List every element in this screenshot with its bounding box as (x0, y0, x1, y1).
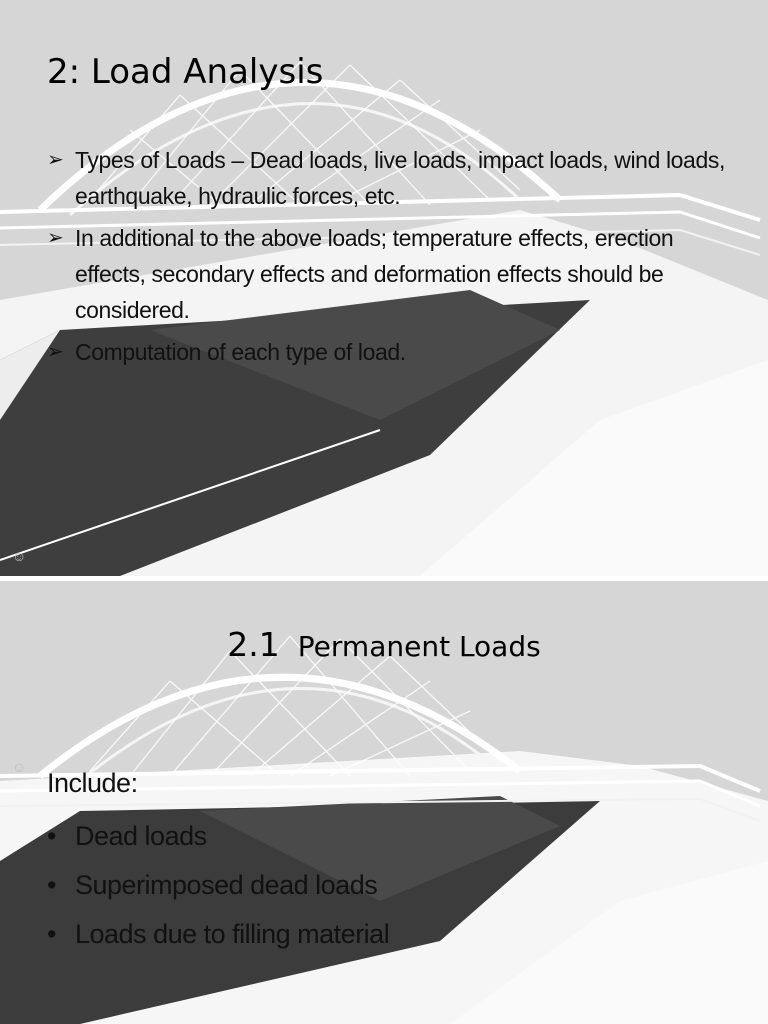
bullet-text: Dead loads (75, 821, 207, 851)
bullet-text: Computation of each type of load. (75, 339, 406, 365)
bullet-list (47, 812, 389, 959)
section-number: 2.1 (227, 625, 280, 664)
list-item (47, 142, 737, 214)
bullet-text: Loads due to filling material (75, 919, 390, 949)
bullet-dot-icon: • (47, 870, 56, 900)
bullet-text: In additional to the above loads; temperature effects, erection effects, secondary effects and deformation effects should be considered. (75, 225, 674, 323)
slide-title (0, 625, 768, 664)
list-item (47, 861, 389, 910)
bullet-list (47, 142, 737, 376)
bullet-dot-icon: • (47, 821, 56, 851)
intro-text: Include: (47, 768, 138, 798)
section-title: Permanent Loads (297, 630, 541, 663)
arrow-bullet-icon: ➢ (47, 227, 64, 249)
person-icon: ☺ (12, 548, 27, 564)
list-item (47, 220, 737, 328)
list-item (47, 812, 389, 861)
bullet-dot-icon: • (47, 919, 56, 949)
person-icon: ☺ (12, 759, 27, 775)
list-item (47, 910, 389, 959)
list-item (47, 334, 737, 370)
bullet-text: Superimposed dead loads (75, 870, 378, 900)
arrow-bullet-icon: ➢ (47, 341, 64, 363)
bullet-text: Types of Loads – Dead loads, live loads, impact loads, wind loads, earthquake, hydraulic forces, etc. (75, 147, 725, 209)
arrow-bullet-icon: ➢ (47, 149, 64, 171)
slide-title: 2: Load Analysis (47, 52, 324, 92)
